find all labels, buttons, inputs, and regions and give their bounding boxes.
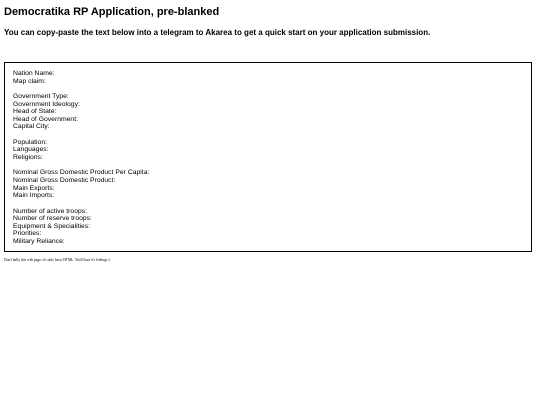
field-priorities: Priorities: xyxy=(13,230,42,238)
field-main-imports: Main Imports: xyxy=(13,192,55,200)
field-map-claim: Map claim: xyxy=(13,77,46,85)
field-nation-name: Nation Name: xyxy=(13,70,55,77)
field-reserve-troops: Number of reserve troops: xyxy=(13,215,92,223)
field-head-of-government: Head of Government: xyxy=(13,115,78,123)
blank-line xyxy=(13,85,149,93)
page-subtitle: You can copy-paste the text below into a telegram to Akarea to get a quick start on your application submission. xyxy=(4,28,431,37)
field-active-troops: Number of active troops: xyxy=(13,207,88,215)
blank-line xyxy=(13,162,149,170)
field-head-of-state: Head of State: xyxy=(13,108,57,116)
field-military-reliance: Military Reliance: xyxy=(13,238,65,246)
field-gdp-per-capita: Nominal Gross Domestic Product Per Capita: xyxy=(13,169,150,177)
blank-line xyxy=(13,200,149,208)
field-equipment-specialities: Equipment & Specialities: xyxy=(13,222,91,230)
field-languages: Languages: xyxy=(13,146,49,154)
page-title: Democratika RP Application, pre-blanked xyxy=(4,6,220,18)
blank-line xyxy=(13,131,149,139)
field-government-ideology: Government Ideology: xyxy=(13,100,80,108)
footer-note: Don't bully this web page; it's only basic HTML. You'll hurt it's feelings :( xyxy=(4,258,111,262)
field-religions: Religions: xyxy=(13,154,43,162)
application-template-text xyxy=(13,70,149,246)
field-gdp: Nominal Gross Domestic Product: xyxy=(13,176,116,184)
field-capital-city: Capital City: xyxy=(13,123,50,131)
field-government-type: Government Type: xyxy=(13,92,69,100)
field-main-exports: Main Exports: xyxy=(13,184,55,192)
field-population: Population: xyxy=(13,138,48,146)
application-template-textbox[interactable] xyxy=(4,62,532,252)
